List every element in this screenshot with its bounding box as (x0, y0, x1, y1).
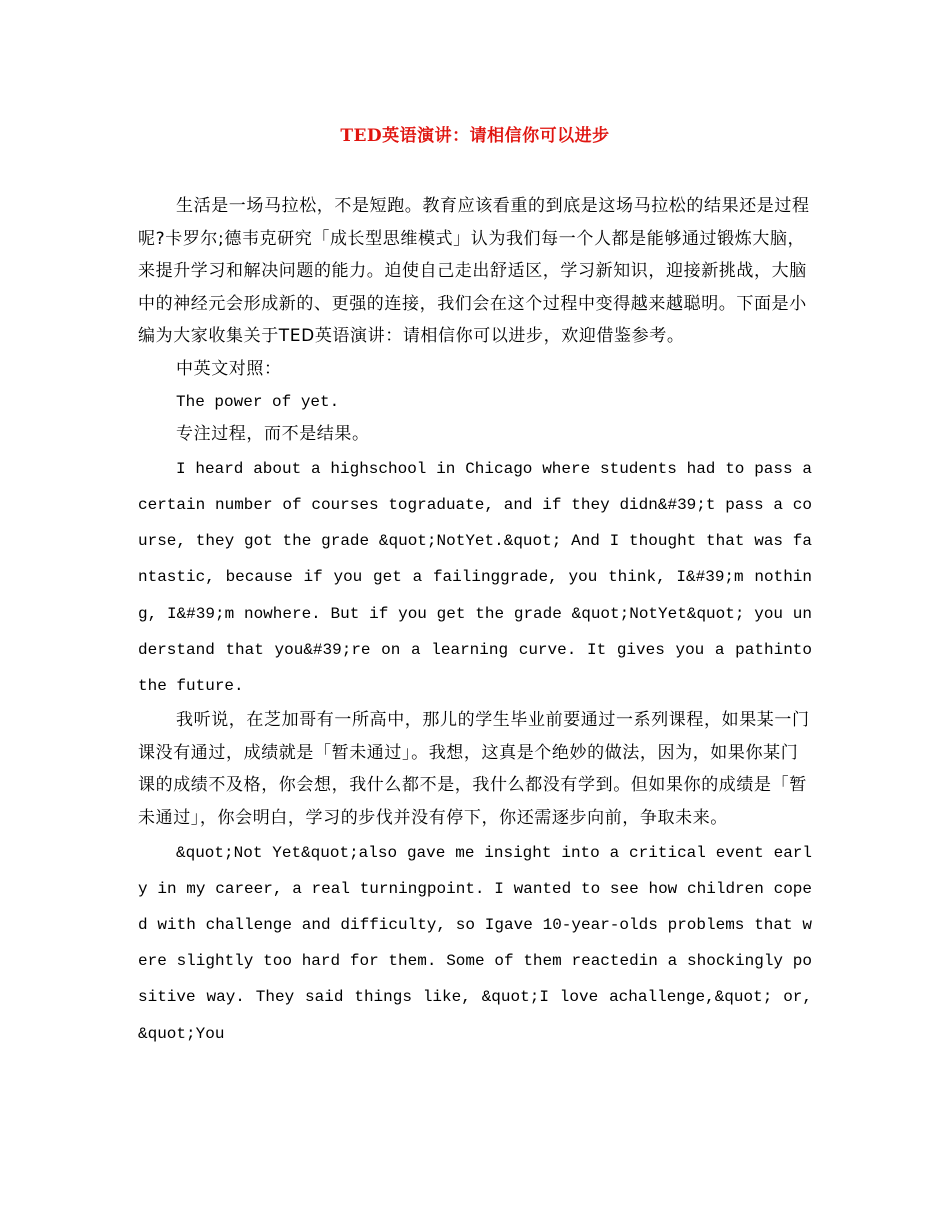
english-paragraph-1: I heard about a highschool in Chicago where students had to pass a certain number of courses tograduate, and if they didn&#39;t pass a course, they got the grade &quot;NotYet.&quot; And I thought that was fantastic, because if you get a failinggrade, you think, I&#39;m nothing, I&#39;m nowhere. But if you get the grade &quot;NotYet&quot; you understand that you&#39;re on a learning curve. It gives you a pathinto the future. (138, 459, 812, 695)
english-paragraph-2: &quot;Not Yet&quot;also gave me insight into a critical event early in my career, a real turningpoint. I wanted to see how children coped with challenge and difficulty, so Igave 10-year-olds problems that were slightly too hard for them. Some of them reactedin a shockingly positive way. They said things like, &quot;I love achallenge,&quot; or, &quot;You (138, 843, 812, 1043)
english-heading: The power of yet. (176, 392, 340, 411)
chinese-paragraph-1: 我听说，在芝加哥有一所高中，那儿的学生毕业前要通过一系列课程，如果某一门课没有通过，成绩就是「暂未通过」。我想，这真是个绝妙的做法，因为，如果你某门课的成绩不及格，你会想，我什么都不是，我什么都没有学到。但如果你的成绩是「暂未通过」，你会明白，学习的步伐并没有停下，你还需逐步向前，争取未来。 (138, 710, 810, 828)
bilingual-label: 中英文对照： (176, 358, 282, 379)
document-title: TED英语演讲：请相信你可以进步 (340, 126, 610, 146)
intro-paragraph: 生活是一场马拉松，不是短跑。教育应该看重的到底是这场马拉松的结果还是过程呢?卡罗尔;德韦克研究「成长型思维模式」认为我们每一个人都是能够通过锻炼大脑，来提升学习和解决问题的能力。迫使自己走出舒适区，学习新知识，迎接新挑战，大脑中的神经元会形成新的、更强的连接，我们会在这个过程中变得越来越聪明。下面是小编为大家收集关于TED英语演讲：请相信你可以进步，欢迎借鉴参考。 (138, 196, 810, 347)
document-body (138, 190, 812, 1052)
chinese-heading: 专注过程，而不是结果。 (176, 424, 370, 445)
